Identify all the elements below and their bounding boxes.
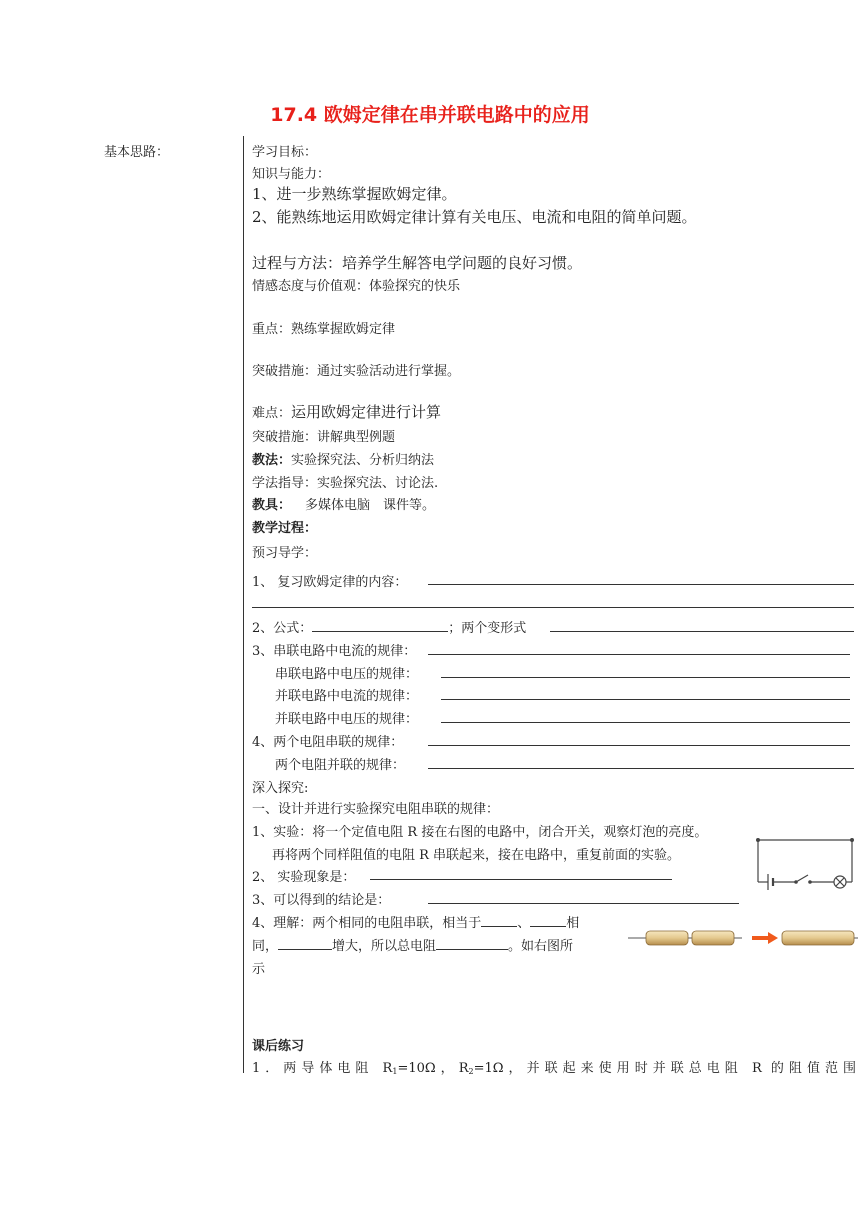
text-line [252, 935, 573, 954]
label: 教具： [252, 498, 292, 513]
blank-line [441, 722, 850, 723]
text-line [252, 494, 435, 513]
text: 运用欧姆定律进行计算 [291, 403, 442, 421]
subscript: 2 [468, 1067, 474, 1076]
text: =10Ω，R [397, 1061, 469, 1076]
resistor-icon [782, 931, 854, 945]
text-line [252, 617, 526, 636]
blank-line [550, 631, 854, 632]
blank-line [441, 677, 850, 678]
text-line: 并联电路中电流的规律： [275, 689, 419, 704]
text-line: 深入探究: [252, 781, 309, 796]
page-title: 17.4 欧姆定律在串并联电路中的应用 [270, 104, 590, 126]
text-line: 情感态度与价值观：体验探究的快乐 [252, 279, 461, 294]
text-line: 突破措施：讲解典型例题 [252, 430, 396, 445]
label: 2、公式： [252, 621, 313, 636]
blank-line [428, 903, 739, 904]
label: 4、理解：两个相同的电阻串联，相当于 [252, 916, 482, 931]
text-line [252, 912, 579, 931]
circuit-diagram [750, 832, 860, 896]
blank-line [312, 618, 448, 632]
text-line: 突破措施：通过实验活动进行掌握。 [252, 364, 461, 379]
text-line: 再将两个同样阻值的电阻 R 串联起来，接在电路中，重复前面的实验。 [272, 848, 681, 863]
blank-line [441, 699, 850, 700]
text-line: 1、实验：将一个定值电阻 R 接在右图的电路中，闭合开关，观察灯泡的亮度。 [252, 825, 708, 840]
label: 同， [252, 939, 279, 954]
blank-line [428, 584, 854, 585]
label: 相 [566, 916, 580, 931]
text-line: 教学过程： [252, 521, 318, 536]
blank-line [252, 607, 854, 608]
blank-line [370, 879, 672, 880]
blank-line [428, 745, 850, 746]
resistor-icon [646, 931, 688, 945]
text-line [252, 449, 434, 468]
text: 1．两导体电阻 R [252, 1061, 393, 1076]
resistor-illustration [626, 926, 860, 950]
text-line: 学习目标： [252, 145, 318, 160]
blank-line [436, 936, 508, 950]
section-label: 基本思路： [104, 145, 170, 160]
text-line: 1、 复习欧姆定律的内容： [252, 575, 408, 590]
label: 增大，所以总电阻 [332, 939, 437, 954]
blank-line [481, 913, 517, 927]
label: ；两个变形式 [448, 621, 527, 636]
label: 教法： [252, 453, 292, 468]
text-line: 3、可以得到的结论是： [252, 893, 391, 908]
subscript: 1 [392, 1067, 398, 1076]
column-divider [243, 136, 244, 1073]
text: 实验探究法、分析归纳法 [291, 453, 435, 468]
blank-line [428, 654, 850, 655]
blank-line [530, 913, 566, 927]
text-line [252, 401, 441, 422]
switch-icon [796, 875, 808, 882]
blank-line [428, 768, 854, 769]
text: =1Ω，并联起来使用时并联总电阻 R 的阻值范围 [473, 1061, 856, 1076]
text-line: 2、能熟练地运用欧姆定律计算有关电压、电流和电阻的简单问题。 [252, 208, 697, 226]
text-line: 1、进一步熟练掌握欧姆定律。 [252, 185, 457, 203]
text-line: 2、 实验现象是： [252, 870, 356, 885]
text-line: 重点：熟练掌握欧姆定律 [252, 322, 396, 337]
text: 多媒体电脑 课件等。 [305, 498, 436, 513]
label: 、 [517, 916, 531, 931]
text-line: 预习导学： [252, 546, 318, 561]
text-line: 并联电路中电压的规律： [275, 712, 419, 727]
text-line: 两个电阻并联的规律： [275, 758, 406, 773]
exercise-line [252, 1057, 856, 1076]
section-heading: 课后练习 [252, 1039, 305, 1054]
text-line: 学法指导：实验探究法、讨论法. [252, 476, 439, 491]
text-line: 示 [252, 962, 266, 977]
label: 难点： [252, 406, 292, 421]
text-line: 知识与能力： [252, 167, 331, 182]
text-line: 一、设计并进行实验探究电阻串联的规律： [252, 802, 500, 817]
text-line: 过程与方法：培养学生解答电学问题的良好习惯。 [252, 254, 583, 272]
label: 。如右图所 [508, 939, 574, 954]
blank-line [278, 936, 332, 950]
text-line: 3、串联电路中电流的规律： [252, 644, 417, 659]
resistor-icon [692, 931, 734, 945]
text-line: 串联电路中电压的规律： [275, 667, 419, 682]
text-line: 4、两个电阻串联的规律： [252, 735, 404, 750]
